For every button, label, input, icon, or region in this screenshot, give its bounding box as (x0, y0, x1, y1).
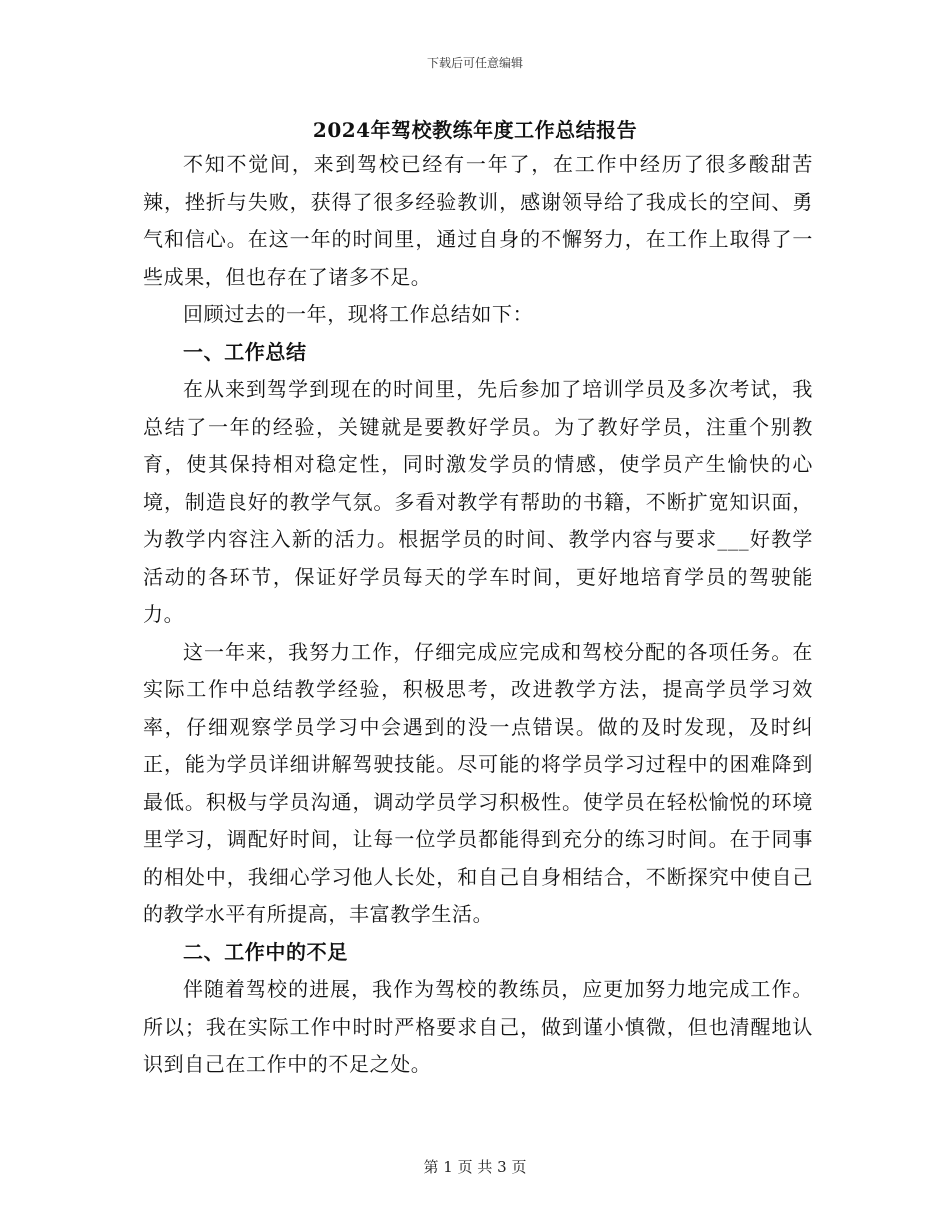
section-heading-shortcomings: 二、工作中的不足 (183, 939, 348, 964)
document-body (143, 146, 813, 1084)
paragraph-yearly-effort: 这一年来，我努力工作，仔细完成应完成和驾校分配的各项任务。在实际工作中总结教学经验，积极思考，改进教学方法，提高学员学习效率，仔细观察学员学习中会遇到的没一点错误。做的及时发现，及时纠正，能为学员详细讲解驾驶技能。尽可能的将学员学习过程中的困难降到最低。积极与学员沟通，调动学员学习积极性。使学员在轻松愉悦的环境里学习，调配好时间，让每一位学员都能得到充分的练习时间。在于同事的相处中，我细心学习他人长处，和自己自身相结合，不断探究中使自己的教学水平有所提高，丰富教学生活。 (143, 639, 813, 926)
paragraph-review: 回顾过去的一年，现将工作总结如下： (183, 302, 534, 326)
paragraph-shortcomings: 伴随着驾校的进展，我作为驾校的教练员，应更加努力地完成工作。所以；我在实际工作中时时严格要求自己，做到谨小慎微，但也清醒地认识到自己在工作中的不足之处。 (143, 977, 813, 1076)
header-note: 下载后可任意编辑 (426, 56, 523, 70)
paragraph-work-summary: 在从来到驾学到现在的时间里，先后参加了培训学员及多次考试，我总结了一年的经验，关键就是要教好学员。为了教好学员，注重个别教育，使其保持相对稳定性，同时激发学员的情感，使学员产生愉快的心境，制造良好的教学气氛。多看对教学有帮助的书籍，不断扩宽知识面，为教学内容注入新的活力。根据学员的时间、教学内容与要求___好教学活动的各环节，保证好学员每天的学车时间，更好地培育学员的驾驶能力。 (143, 377, 813, 626)
paragraph-intro: 不知不觉间，来到驾校已经有一年了，在工作中经历了很多酸甜苦辣，挫折与失败，获得了很多经验教训，感谢领导给了我成长的空间、勇气和信心。在这一年的时间里，通过自身的不懈努力，在工作上取得了一些成果，但也存在了诸多不足。 (143, 152, 813, 289)
section-heading-work-summary: 一、工作总结 (183, 339, 307, 364)
page-indicator: 第 1 页 共 3 页 (423, 1158, 527, 1176)
document-title: 2024年驾校教练年度工作总结报告 (312, 118, 638, 142)
